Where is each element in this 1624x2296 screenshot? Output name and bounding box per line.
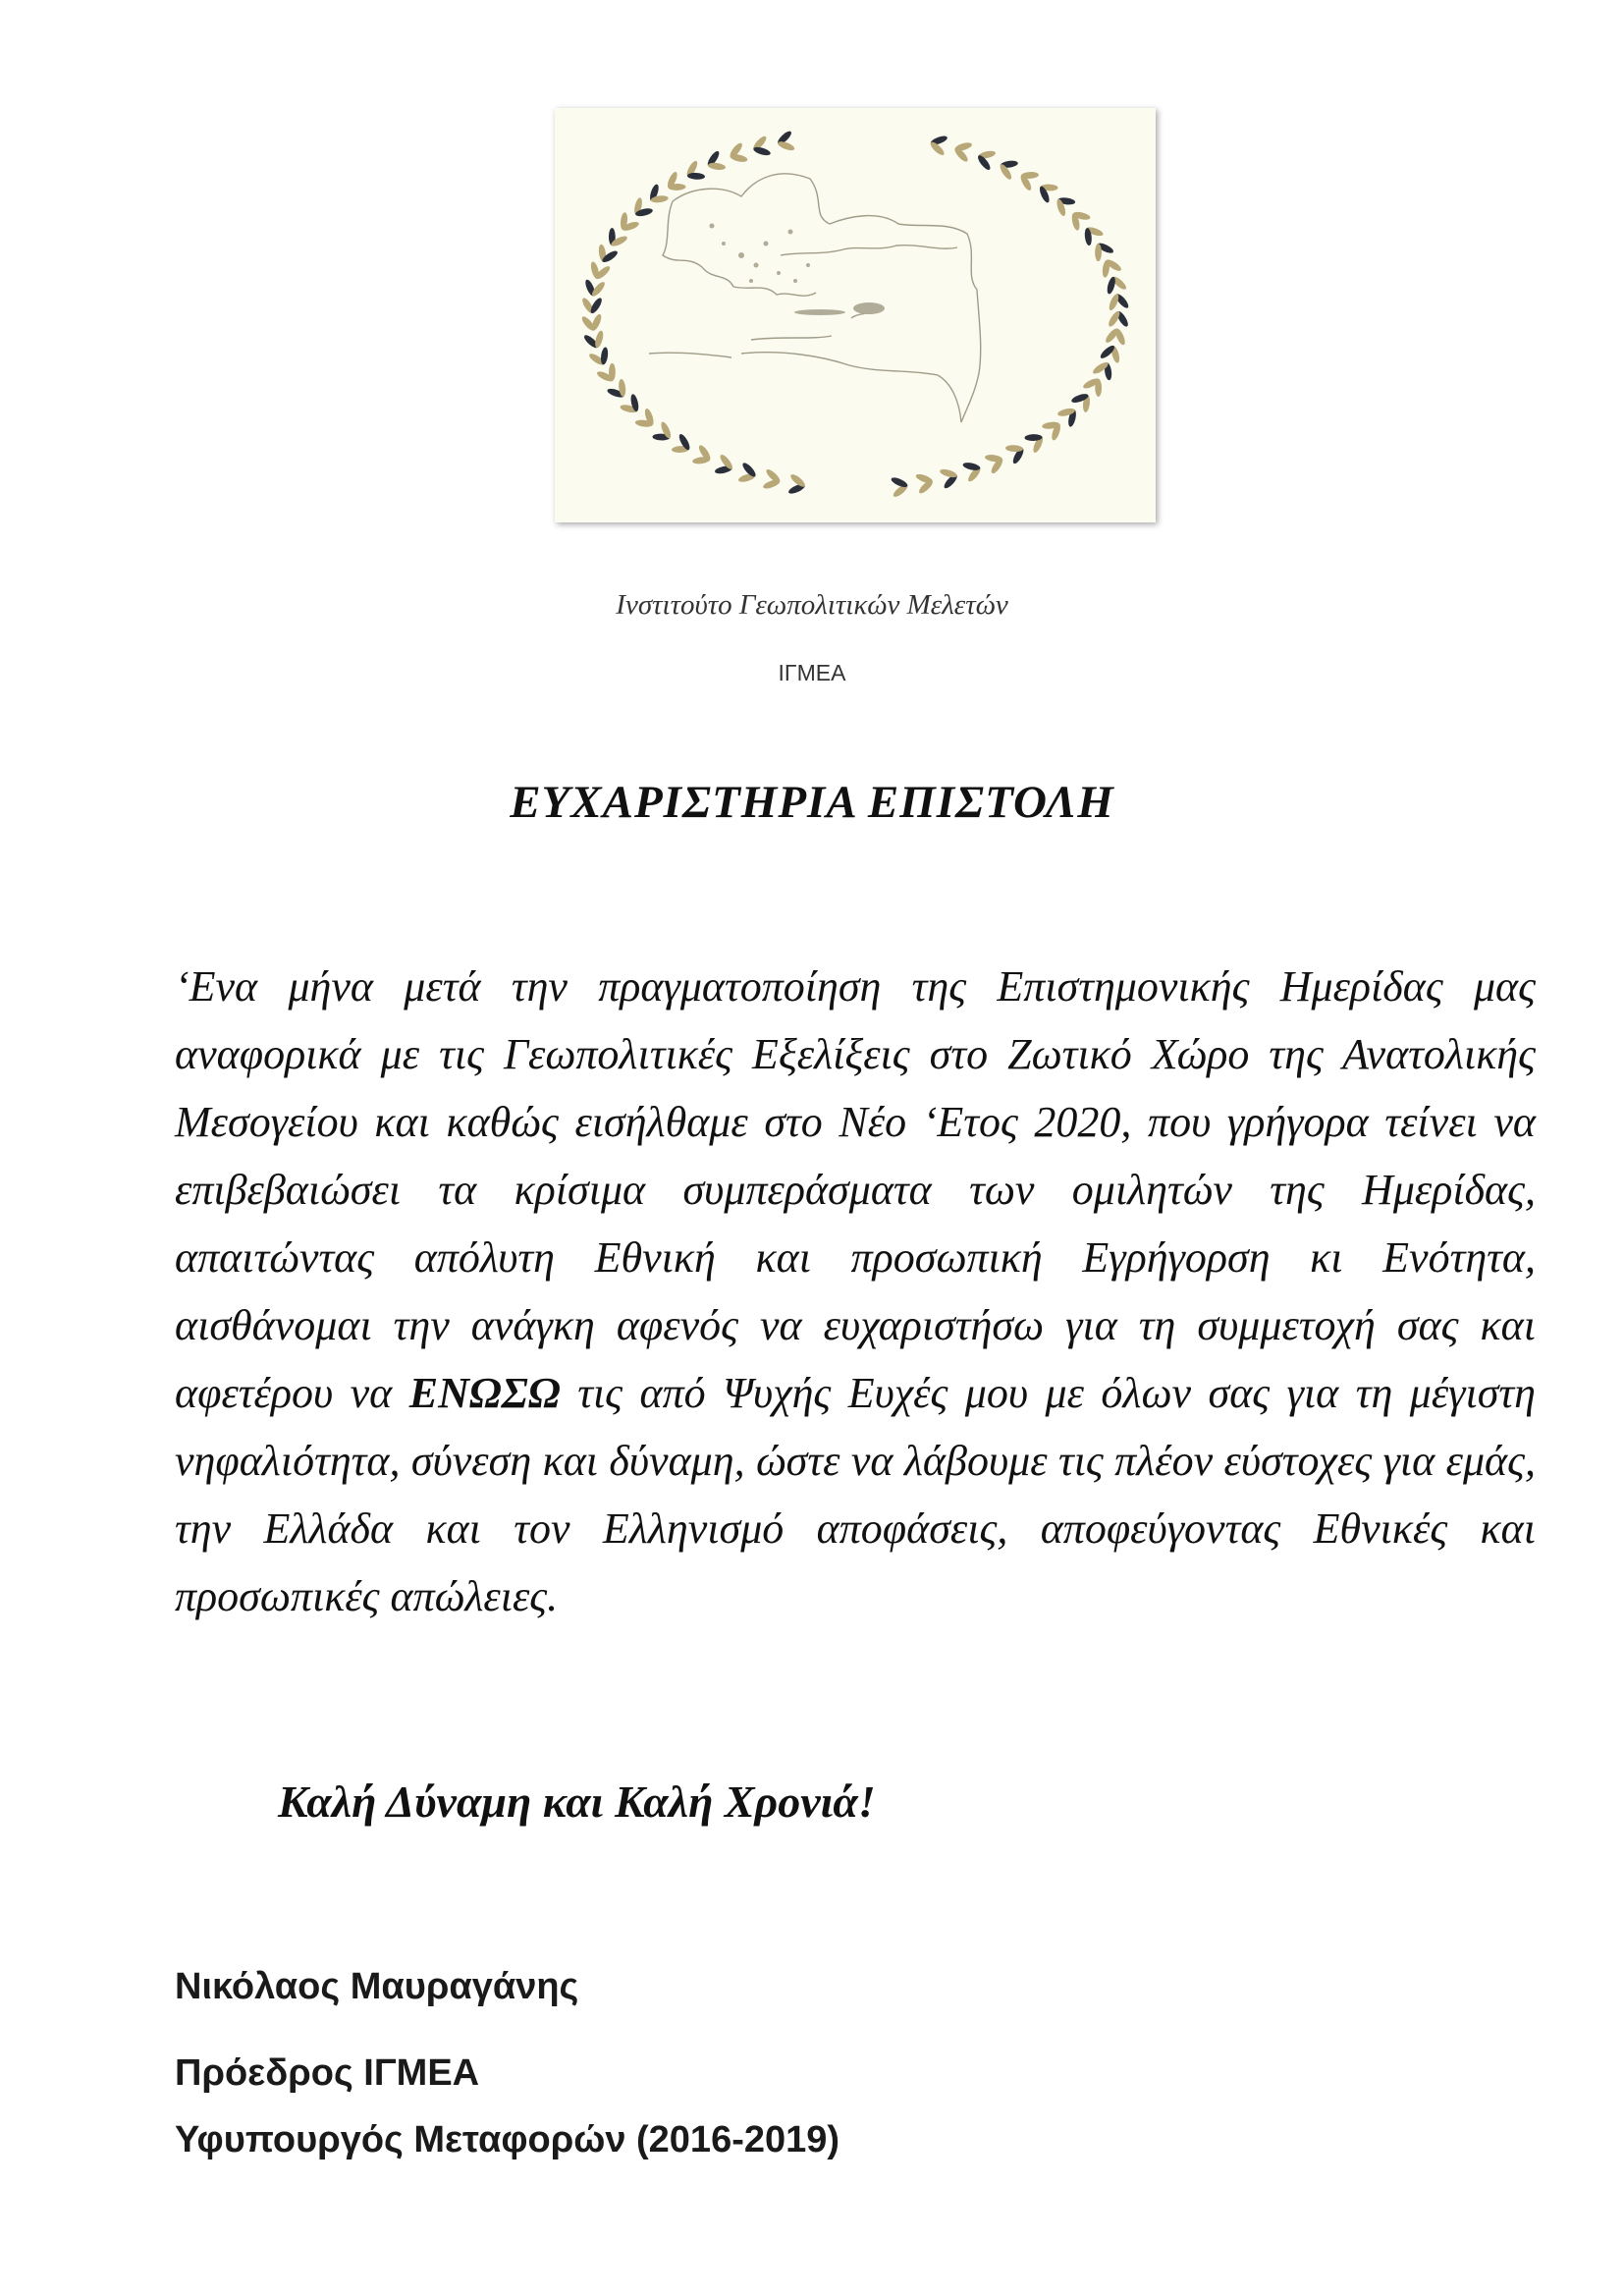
signatory-name: Νικόλαος Μαυραγάνης [175, 1966, 579, 2007]
letter-body-emphasis: ΕΝΩΣΩ [408, 1369, 561, 1417]
letter-body [175, 953, 1536, 1630]
institute-abbreviation: ΙΓΜΕΑ [778, 660, 846, 685]
map-outline [649, 174, 981, 422]
wreath-leaves [580, 130, 1131, 499]
letter-title: ΕΥΧΑΡΙΣΤΗΡΙΑ ΕΠΙΣΤΟΛΗ [510, 777, 1114, 828]
laurel-leaf [1095, 244, 1102, 261]
signatory-role-president: Πρόεδρος ΙΓΜΕΑ [175, 2052, 480, 2094]
map-islands [710, 224, 886, 316]
letter-body-text-end: τις από Ψυχής Ευχές μου με όλων σας για τη μέγιστη νηφαλιότητα, σύνεση και δύναμη, ώστε να λάβουμε τις πλέον εύστοχες για εμάς, την Ελλάδα και τον Ελληνισμό αποφάσεις, αποφεύγοντας Εθνικές και προσωπικές απώλειες. [175, 1369, 1536, 1620]
laurel-leaf [609, 363, 616, 381]
institute-name: Ινστιτούτο Γεωπολιτικών Μελετών [616, 589, 1008, 621]
letter-body-text-start: ‘Ενα μήνα μετά την πραγματοποίηση της Επιστημονικής Ημερίδας μας αναφορικά με τις Γεωπολιτικές Εξελίξεις στο Ζωτικό Χώρο της Ανατολικής Μεσογείου και καθώς εισήλθαμε στο Νέο ‘Ετος 2020, που γρήγορα τείνει να επιβεβαιώσει τα κρίσιμα συμπεράσματα των ομιλητών της Ημερίδας, απαιτώντας απόλυτη Εθνική και προσωπική Εγρήγορση κι Ενότητα, αισθάνομαι την ανάγκη αφενός να ευχαριστήσω για τη συμμετοχή σας και αφετέρου να [175, 962, 1536, 1417]
letter-closing: Καλή Δύναμη και Καλή Χρονιά! [278, 1777, 876, 1827]
laurel-wreath-map-icon [555, 108, 1156, 522]
institute-logo [555, 108, 1156, 522]
signatory-role-deputy-minister: Υφυπουργός Μεταφορών (2016-2019) [175, 2119, 840, 2160]
